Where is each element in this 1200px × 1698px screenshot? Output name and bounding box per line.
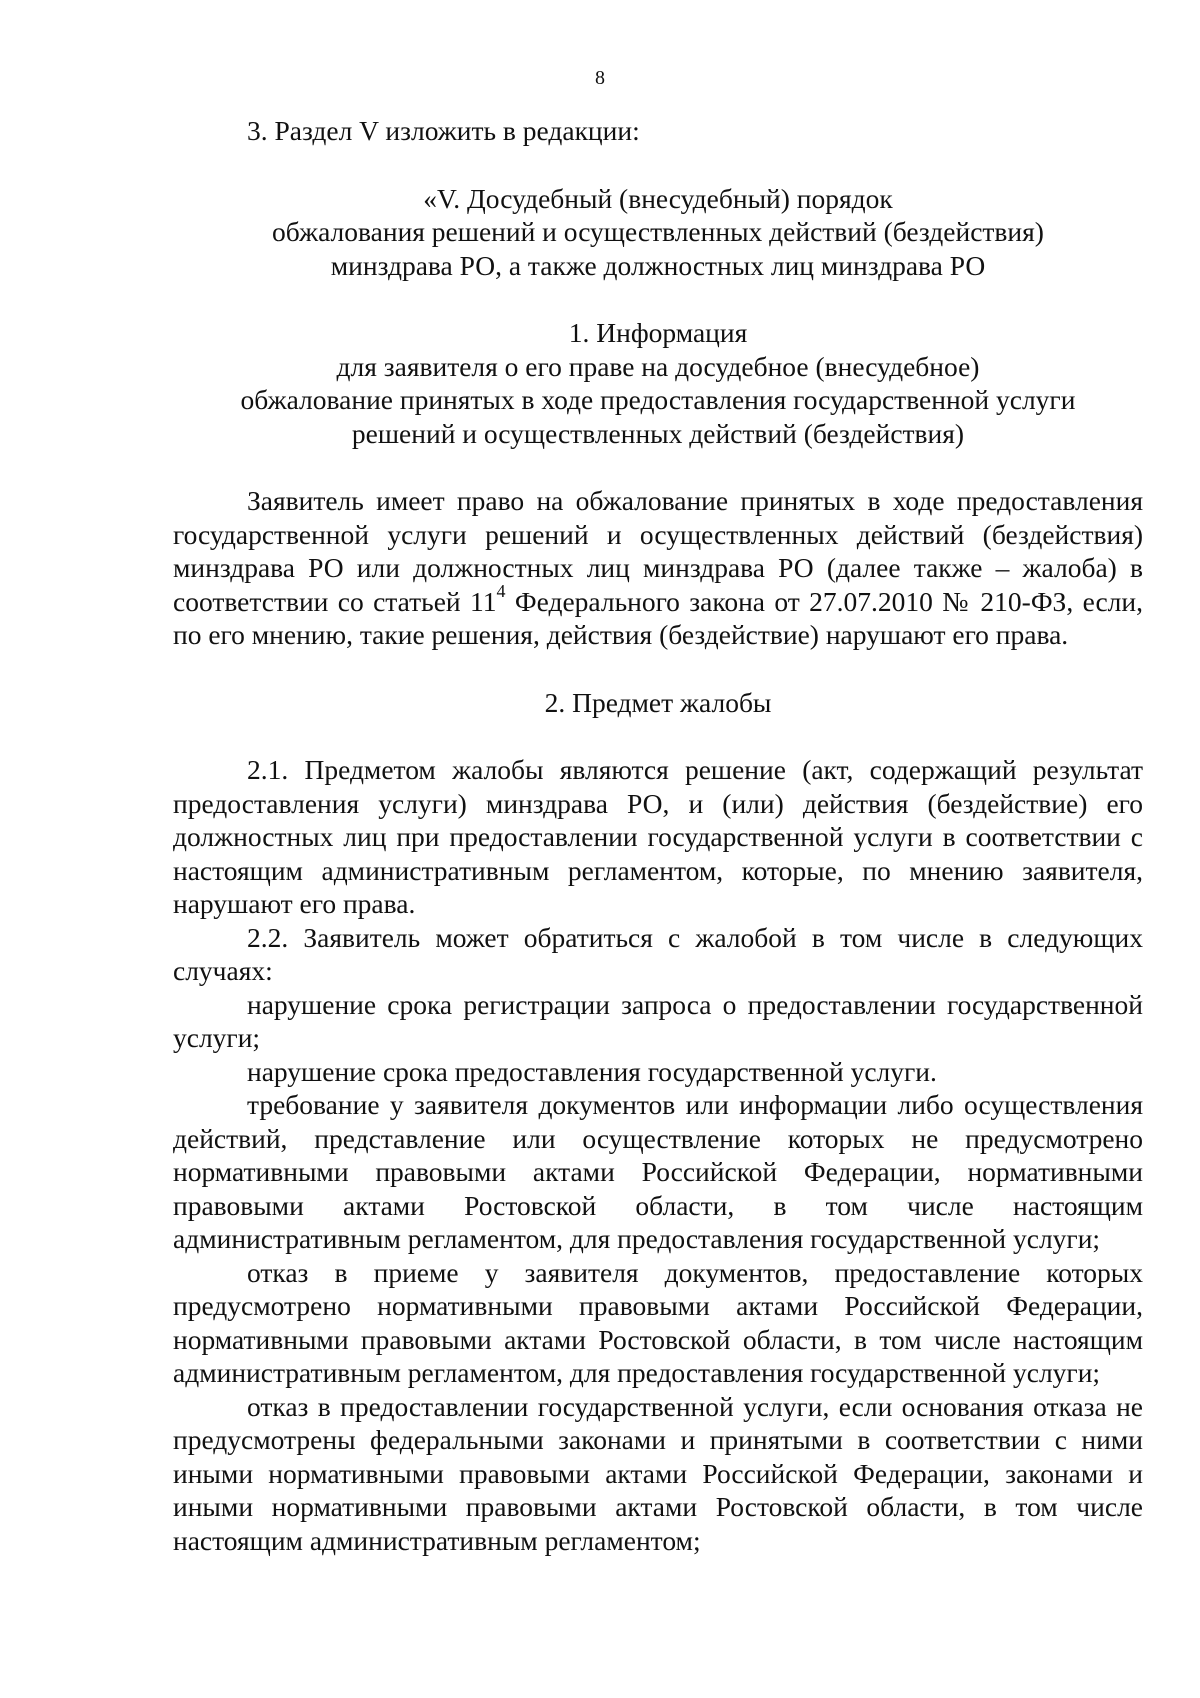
spacer (173, 652, 1143, 686)
spacer (173, 282, 1143, 316)
list-item: требование у заявителя документов или информации либо осуществления действий, представление или осуществление которых не предусмотрено нормативными правовыми актами Российской Федерации, нормативными правовыми актами Ростовской области, в том числе настоящим административным регламентом, для предоставления государственной услуги; (173, 1089, 1143, 1254)
paragraph-text: Заявитель имеет право на обжалование принятых в ходе предоставления государственной услуги решений и осуществленных действий (бездействия) минздрава РО или должностных лиц минздрава РО (далее также – жалоба) в соответствии со статьей 11 (173, 485, 1143, 617)
list-item: отказ в приеме у заявителя документов, предоставление которых предусмотрено нормативными правовыми актами Российской Федерации, нормативными правовыми актами Ростовской области, в том числе настоящим административным регламентом, для предоставления государственной услуги; (173, 1256, 1143, 1388)
paragraph-text: Федерального закона от 27.07.2010 № 210-ФЗ, если, по его мнению, такие решения, действия (бездействие) нарушают его права. (173, 585, 1143, 650)
subsection-title-line: обжалование принятых в ходе предоставления государственной услуги (240, 384, 1076, 415)
section-title-line: минздрава РО, а также должностных лиц минздрава РО (330, 249, 986, 281)
subsection-title-line: решений и осуществленных действий (бездействия) (351, 417, 965, 449)
section-title-line: обжалования решений и осуществленных действий (бездействия) (272, 216, 1044, 247)
document-body (173, 114, 1143, 1557)
section-title-line: «V. Досудебный (внесудебный) порядок (423, 182, 893, 214)
subsection-2-title: 2. Предмет жалобы (544, 686, 772, 718)
spacer (173, 148, 1143, 182)
right-to-appeal-paragraph (173, 484, 1143, 652)
section-title (173, 182, 1143, 283)
list-item: нарушение срока регистрации запроса о предоставлении государственной услуги; (173, 988, 1143, 1053)
superscript-article-number: 4 (496, 581, 506, 602)
page-number: 8 (595, 67, 605, 89)
paragraph-2-2: 2.2. Заявитель может обратиться с жалобой в том числе в следующих случаях: (173, 921, 1143, 986)
spacer (173, 450, 1143, 484)
list-item: отказ в предоставлении государственной услуги, если основания отказа не предусмотрены федеральными законами и принятыми в соответствии с ними иными нормативными правовыми актами Российской Федерации, законами и иными нормативными правовыми актами Ростовской области, в том числе настоящим административным регламентом; (173, 1390, 1143, 1556)
subsection-1-title (173, 316, 1143, 450)
paragraph-2-1: 2.1. Предметом жалобы являются решение (акт, содержащий результат предоставления услуги) минздрава РО, и (или) действия (бездействие) его должностных лиц при предоставлении государственной услуги в соответствии с настоящим административным регламентом, которые, по мнению заявителя, нарушают его права. (173, 754, 1143, 919)
subsection-title-line: 1. Информация (568, 317, 748, 348)
list-item: нарушение срока предоставления государственной услуги. (247, 1055, 937, 1087)
subsection-title-line: для заявителя о его праве на досудебное (внесудебное) (336, 350, 980, 382)
amendment-intro: 3. Раздел V изложить в редакции: (247, 115, 640, 146)
spacer (173, 719, 1143, 753)
